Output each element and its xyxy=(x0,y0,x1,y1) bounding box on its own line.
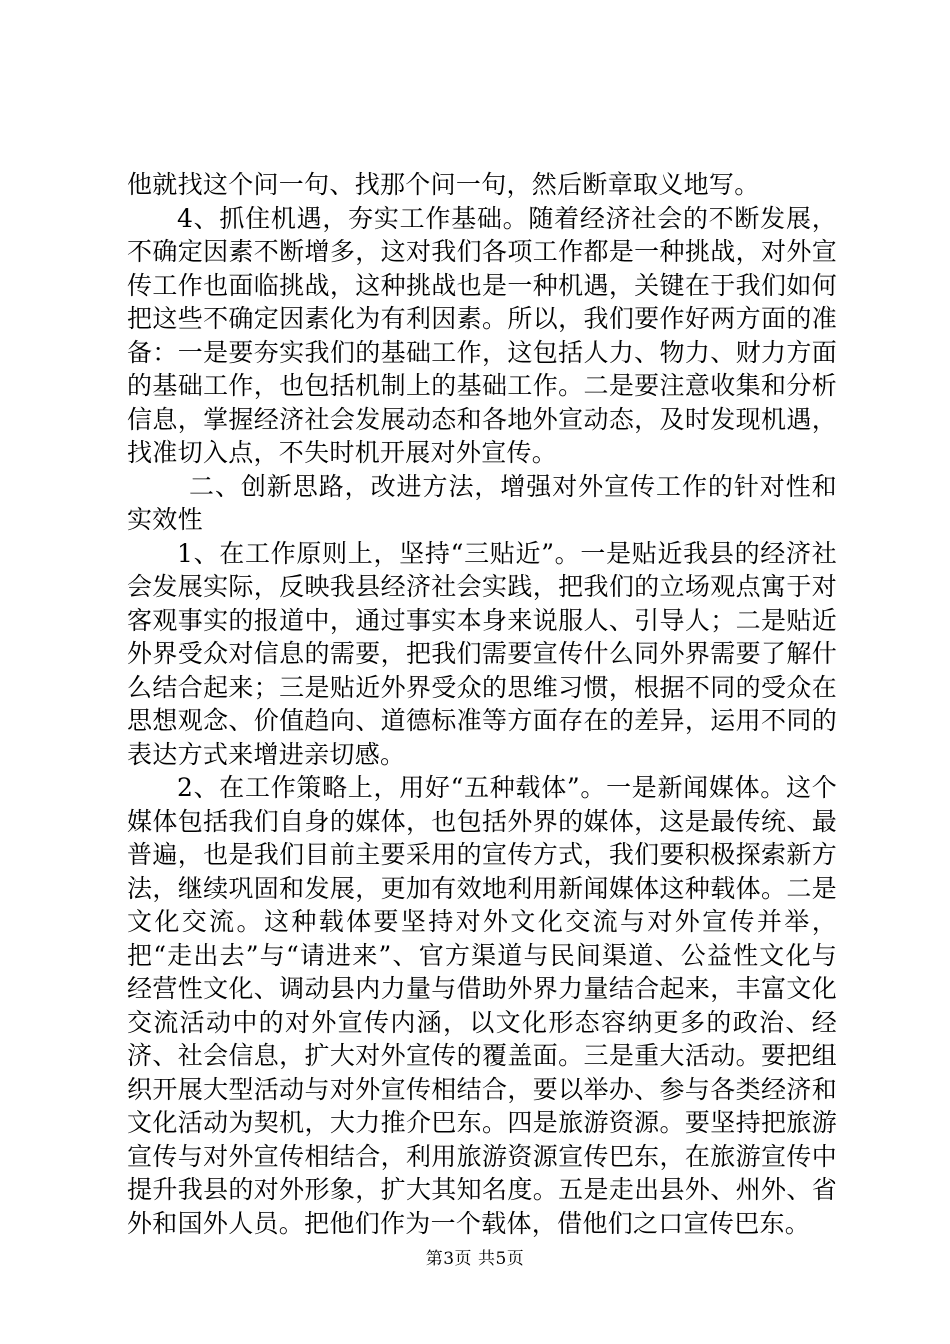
paragraph-seize-opportunity: 4、抓住机遇，夯实工作基础。随着经济社会的不断发展，不确定因素不断增多，这对我们各项工作都是一种挑战，对外宣传工作也面临挑战，这种挑战也是一种机遇，关键在于我们如何把这些不确定因素化为有利因素。所以，我们要作好两方面的准备：一是要夯实我们的基础工作，这包括人力、物力、财力方面的基础工作，也包括机制上的基础工作。二是要注意收集和分析信息，掌握经济社会发展动态和各地外宣动态，及时发现机遇，找准切入点，不失时机开展对外宣传。 xyxy=(127,203,837,467)
paragraph-five-carriers: 2、在工作策略上，用好“五种载体”。一是新闻媒体。这个媒体包括我们自身的媒体，也包括外界的媒体，这是最传统、最普遍，也是我们目前主要采用的宣传方式，我们要积极探索新方法，继续巩固和发展，更加有效地利用新闻媒体这种载体。二是文化交流。这种载体要坚持对外文化交流与对外宣传并举，把“走出去”与“请进来”、官方渠道与民间渠道、公益性文化与经营性文化、调动县内力量与借助外界力量结合起来，丰富文化交流活动中的对外宣传内涵，以文化形态容纳更多的政治、经济、社会信息，扩大对外宣传的覆盖面。三是重大活动。要把组织开展大型活动与对外宣传相结合，要以举办、参与各类经济和文化活动为契机，大力推介巴东。四是旅游资源。要坚持把旅游宣传与对外宣传相结合，利用旅游资源宣传巴东，在旅游宣传中提升我县的对外形象，扩大其知名度。五是走出县外、州外、省外和国外人员。把他们作为一个载体，借他们之口宣传巴东。 xyxy=(127,773,837,1238)
section-heading-innovation: 二、创新思路，改进方法，增强对外宣传工作的针对性和实效性 xyxy=(127,471,837,534)
document-body xyxy=(127,168,837,1240)
page-footer: 第3页 共5页 xyxy=(425,1249,525,1269)
paragraph-three-closeness: 1、在工作原则上，坚持“三贴近”。一是贴近我县的经济社会发展实际，反映我县经济社会实践，把我们的立场观点寓于对客观事实的报道中，通过事实本身来说服人、引导人；二是贴近外界受众对信息的需要，把我们需要宣传什么同外界需要了解什么结合起来；三是贴近外界受众的思维习惯，根据不同的受众在思想观念、价值趋向、道德标准等方面存在的差异，运用不同的表达方式来增进亲切感。 xyxy=(127,538,837,769)
paragraph-continuation: 他就找这个问一句、找那个问一句，然后断章取义地写。 xyxy=(127,170,760,199)
